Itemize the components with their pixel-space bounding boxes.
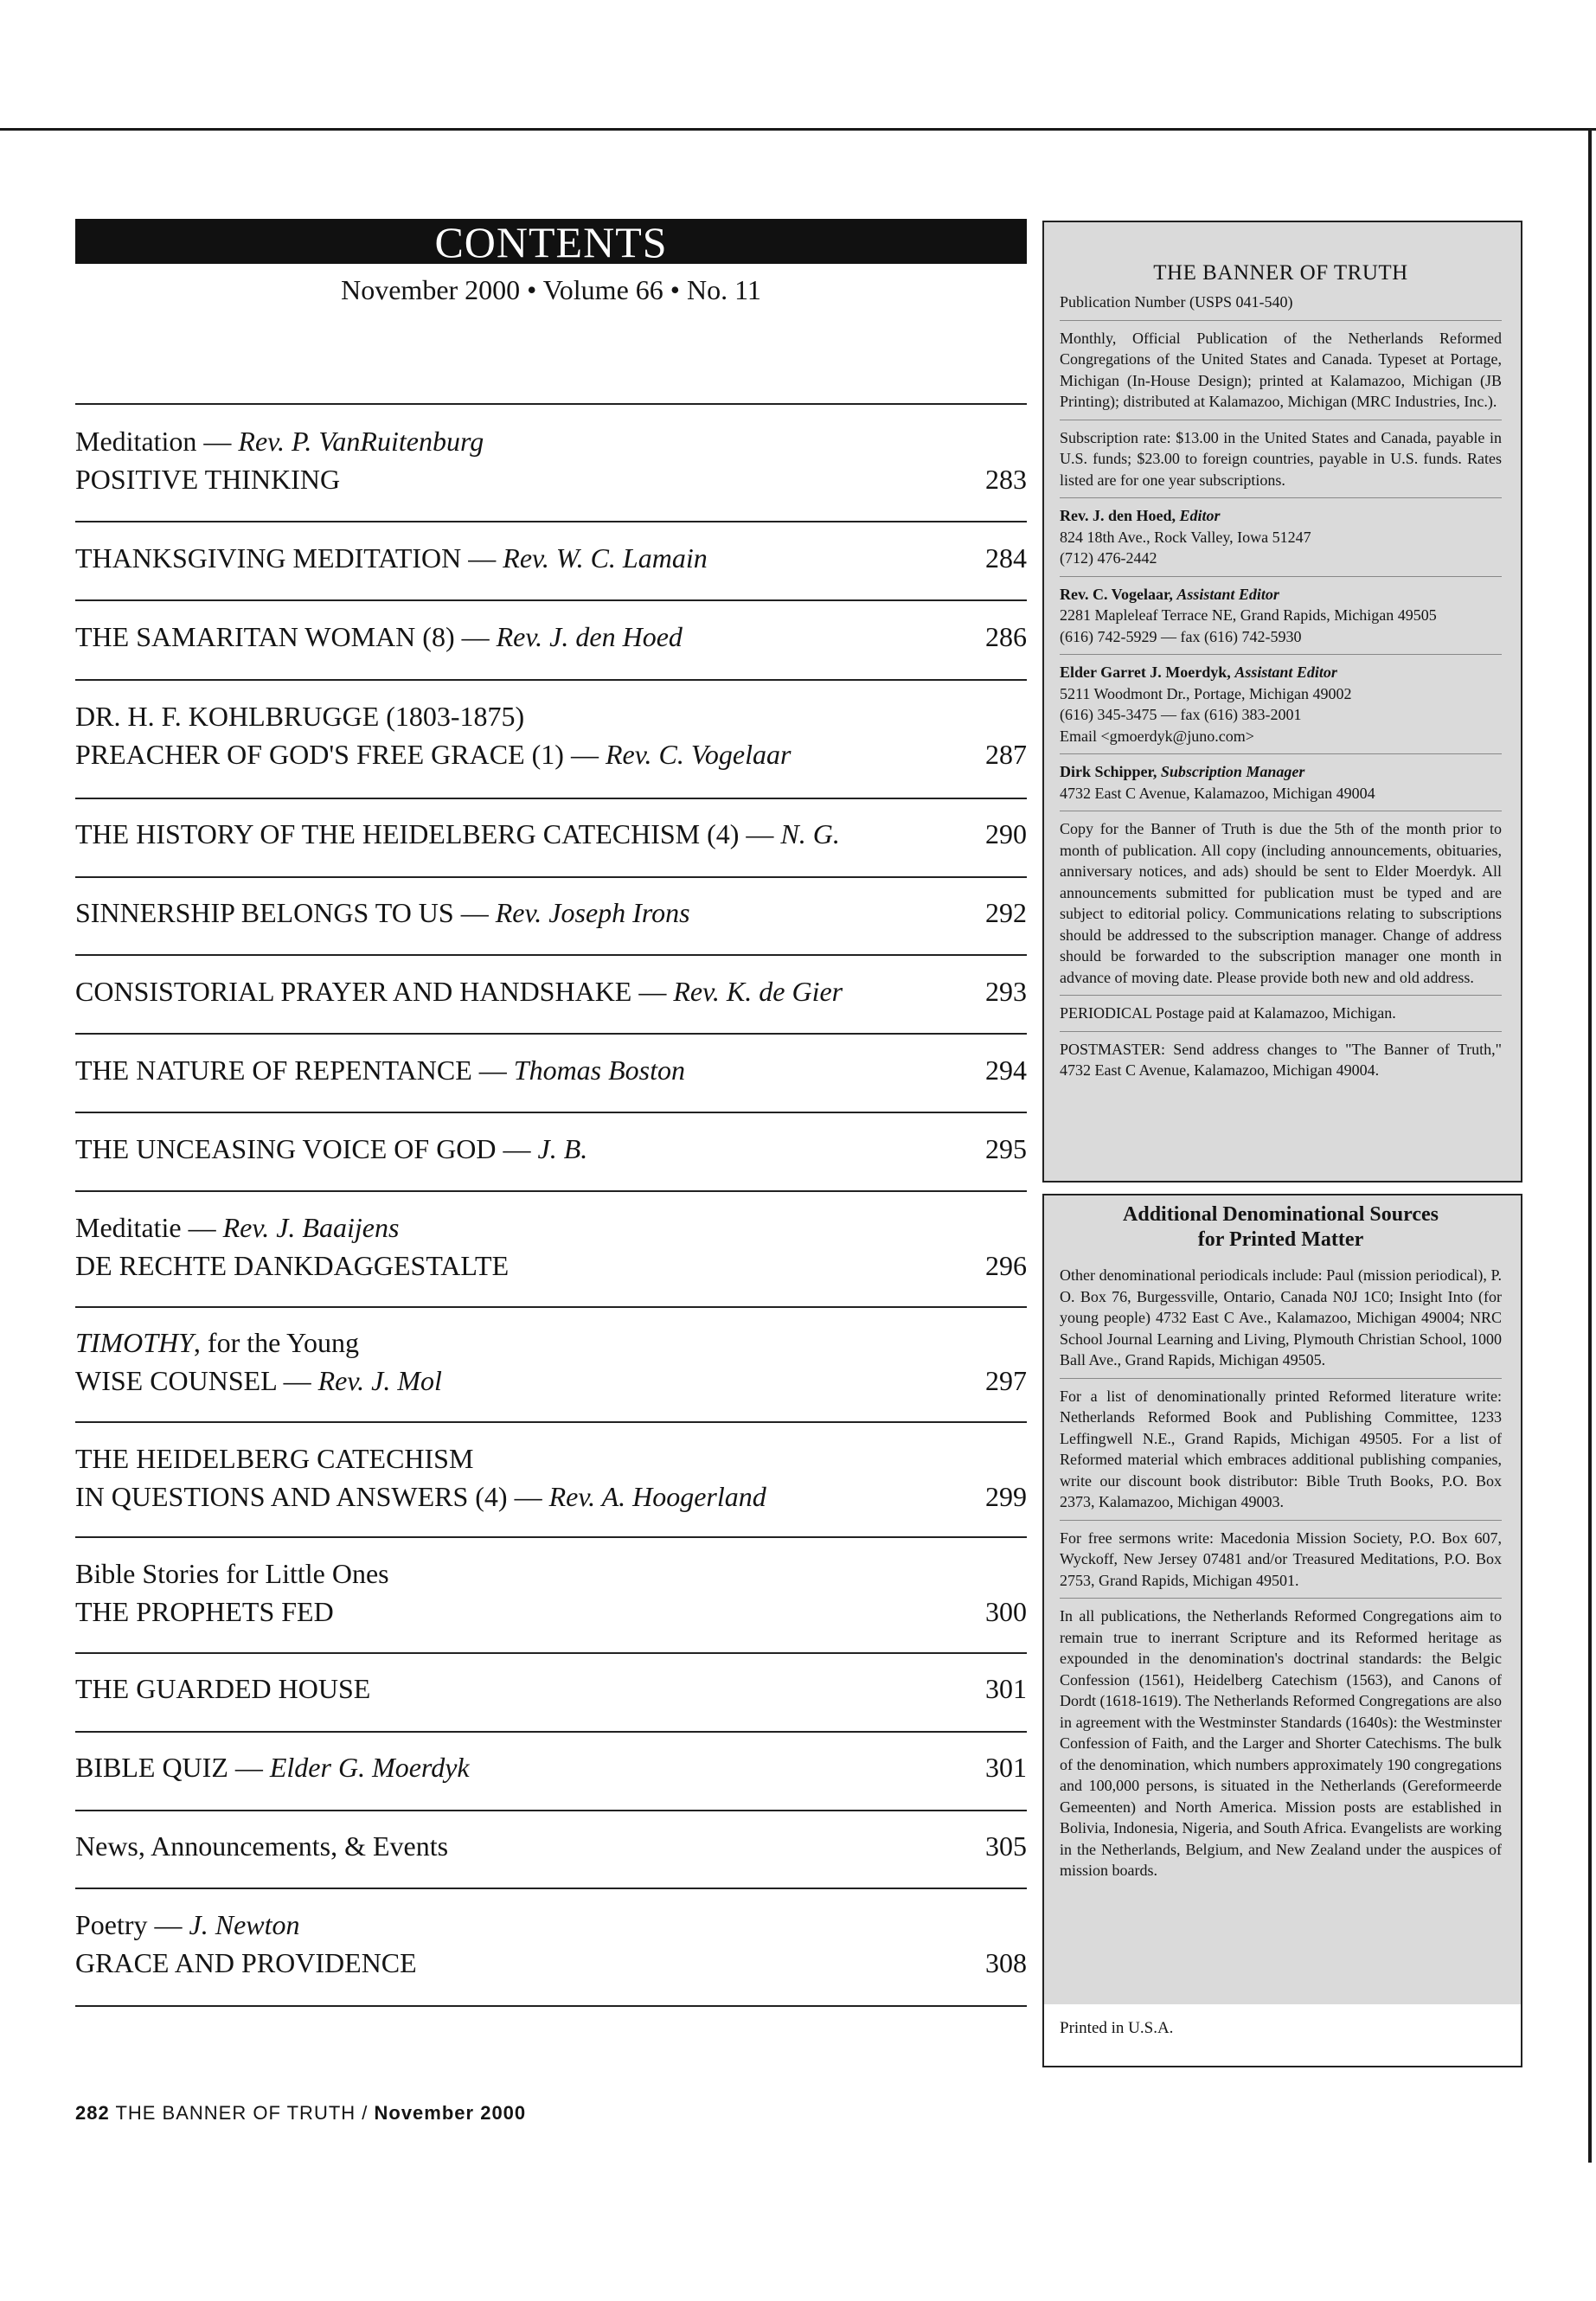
toc-kicker-author: Rev. P. VanRuitenburg [238,426,484,457]
toc-entry-samaritan[interactable] [75,618,1027,656]
toc-rule [75,798,1027,799]
toc-author: N. G. [780,818,840,849]
toc-page-number: 301 [985,1752,1027,1783]
toc-page-number: 287 [985,739,1027,770]
manager-address: 4732 East C Avenue, Kalamazoo, Michigan 49004 [1060,784,1375,802]
divider [1060,497,1502,498]
toc-entry-kohlbrugge[interactable] [75,697,1027,773]
editor-role: Editor [1179,507,1221,524]
toc-kicker: Meditation — [75,426,239,457]
toc-title: THE NATURE OF REPENTANCE — [75,1054,514,1086]
toc-page-number: 295 [985,1133,1027,1164]
toc-title: SINNERSHIP BELONGS TO US — [75,897,496,928]
toc-kicker-suffix: , for the Young [193,1327,360,1358]
postmaster-note: POSTMASTER: Send address changes to "The Banner of Truth," 4732 East C Avenue, Kalamazoo, Michigan 49004. [1060,1040,1502,1079]
periodical-note: PERIODICAL Postage paid at Kalamazoo, Michigan. [1060,1004,1396,1022]
toc-entry-prophets-fed[interactable] [75,1554,1027,1631]
divider [1060,1520,1502,1521]
manager-name: Dirk Schipper, [1060,763,1161,780]
toc-page-number: 296 [985,1250,1027,1281]
toc-title: CONSISTORIAL PRAYER AND HANDSHAKE — [75,976,674,1007]
toc-page-number: 294 [985,1054,1027,1086]
toc-title: News, Announcements, & Events [75,1830,449,1862]
toc-entry-heidelberg-qa[interactable] [75,1439,1027,1516]
toc-title: POSITIVE THINKING [75,464,341,495]
contents-banner: CONTENTS [75,219,1027,264]
divider [1060,1378,1502,1379]
editor-name: Rev. J. den Hoed, [1060,507,1180,524]
toc-page-number: 292 [985,897,1027,928]
toc-title: WISE COUNSEL — [75,1365,318,1396]
toc-rule [75,1810,1027,1811]
scan-edge-right [1588,130,1592,2163]
toc-author: Rev. J. Mol [317,1365,442,1396]
toc-entry-meditatie[interactable] [75,1208,1027,1285]
toc-entry-news[interactable] [75,1827,1027,1865]
toc-entry-meditation[interactable] [75,422,1027,498]
printed-in-usa: Printed in U.S.A. [1060,2019,1174,2037]
sources-periodicals: Other denominational periodicals include: Paul (mission periodical), P. O. Box 76, Burgessville, Ontario, Canada N0J 1C0; Insight Into (for young people) 4732 East C Ave., Kalamazoo, Michigan 49004; NRC School Journal Learning and Living, Plymouth Christian School, 1000 Ball Ave., Grand Rapids, Michigan 49505. [1060,1266,1502,1368]
divider [1060,995,1502,996]
toc-title: BIBLE QUIZ — [75,1752,270,1783]
toc-rule [75,403,1027,405]
elder-address: 5211 Woodmont Dr., Portage, Michigan 49002 [1060,684,1352,702]
masthead-box [1042,221,1522,1183]
assistant-editor-role: Assistant Editor [1176,585,1279,603]
sources-literature: For a list of denominationally printed Reformed literature write: Netherlands Reformed Book and Publishing Committee, 1233 Leffingwell N.E., Grand Rapids, Michigan 49505. For a list of Reformed material which embraces additional publishing companies, write our discount book distributor: Bible Truth Books, P.O. Box 2373, Kalamazoo, Michigan 49003. [1060,1387,1502,1510]
subscription-rate: Subscription rate: $13.00 in the United States and Canada, payable in U.S. funds; $23.00 to foreign countries, payable in U.S. funds. Rates listed are for one year subscriptions. [1060,428,1502,489]
divider [1060,576,1502,577]
toc-rule [75,521,1027,522]
toc-page-number: 293 [985,976,1027,1007]
editor-phone: (712) 476-2442 [1060,549,1157,567]
toc-author: Rev. A. Hoogerland [548,1481,766,1512]
toc-title: IN QUESTIONS AND ANSWERS (4) — [75,1481,549,1512]
toc-rule [75,1190,1027,1192]
toc-rule [75,679,1027,681]
toc-page-number: 301 [985,1673,1027,1704]
toc-rule [75,599,1027,601]
page-footer [75,2102,526,2125]
elder-role: Assistant Editor [1234,663,1337,681]
toc-entry-guarded-house[interactable] [75,1670,1027,1708]
toc-author: Rev. J. den Hoed [496,621,683,652]
toc-title: GRACE AND PROVIDENCE [75,1947,417,1978]
toc-page-number: 308 [985,1947,1027,1978]
toc-page-number: 300 [985,1596,1027,1627]
elder-phone: (616) 345-3475 — fax (616) 383-2001 [1060,706,1302,723]
toc-author: J. B. [537,1133,588,1164]
manager-block [1060,761,1502,804]
masthead-title: THE BANNER OF TRUTH [1153,261,1408,285]
elder-email[interactable]: Email <gmoerdyk@juno.com> [1060,727,1254,745]
contents-column [75,219,1027,307]
toc-rule [75,876,1027,878]
toc-title: THE SAMARITAN WOMAN (8) — [75,621,497,652]
assistant-editor-block [1060,584,1502,648]
toc-entry-repentance[interactable] [75,1051,1027,1089]
toc-rule [75,1112,1027,1113]
footer-month: November 2000 [374,2102,527,2124]
toc-rule [75,1033,1027,1035]
toc-page-number: 290 [985,818,1027,849]
divider [1060,654,1502,655]
toc-page-number: 299 [985,1481,1027,1512]
masthead-description: Monthly, Official Publication of the Netherlands Reformed Congregations of the United States and Canada. Typeset at Portage, Michigan (In-House Design); printed at Kalamazoo, Michigan (JB Printing); distributed at Kalamazoo, Michigan (MRC Industries, Inc.). [1060,329,1502,410]
toc-title: PREACHER OF GOD'S FREE GRACE (1) — [75,739,606,770]
toc-page-number: 305 [985,1830,1027,1862]
manager-role: Subscription Manager [1160,763,1305,780]
toc-author: Rev. C. Vogelaar [605,739,792,770]
toc-rule [75,2005,1027,2007]
copy-note: Copy for the Banner of Truth is due the 5th of the month prior to month of publication. All copy (including announcements, obituaries, anniversary notices, and ads) should be sent to Elder Moerdyk. All announcements submitted for publication must be typed and are subject to editorial policy. Communications relating to subscriptions should be addressed to the subscription manager. Change of address should be forwarded to the subscription manager one month in advance of moving date. Please provide both new and old address. [1060,820,1502,986]
editor-block [1060,505,1502,569]
toc-kicker: DR. H. F. KOHLBRUGGE (1803-1875) [75,701,525,732]
sources-statement: In all publications, the Netherlands Reformed Congregations aim to remain true to inerrant Scripture and its Reformed heritage as expounded in the denomination's doctrinal standards: the Belgic Confession (1561), Heidelberg Catechism (1563), and Canons of Dordt (1618-1619). The Netherlands Reformed Congregations are also in agreement with the Westminster Standards (1640s): the Westminster Confession of Faith, and the Larger and Shorter Catechisms. The bulk of the denomination, which numbers approximately 190 congregations and 100,000 persons, is situated in the Netherlands (Gereformeerde Gemeenten) and North America. Mission posts are established in Bolivia, Indonesia, Nigeria, and South Africa. Evangelists are working in the Netherlands, Belgium, and New Zealand under the auspices of mission boards. [1060,1607,1502,1879]
assistant-editor-name: Rev. C. Vogelaar, [1060,585,1177,603]
divider [1060,753,1502,754]
toc-title: THE HISTORY OF THE HEIDELBERG CATECHISM (4) — [75,818,781,849]
toc-kicker-author: J. Newton [189,1909,300,1940]
toc-rule [75,954,1027,956]
elder-name: Elder Garret J. Moerdyk, [1060,663,1235,681]
toc-kicker: Meditatie — [75,1212,223,1243]
toc-rule [75,1731,1027,1733]
toc-title: THANKSGIVING MEDITATION — [75,542,503,574]
toc-author: Rev. W. C. Lamain [503,542,708,574]
toc-entry-thanksgiving[interactable] [75,539,1027,577]
toc-title: THE PROPHETS FED [75,1596,334,1627]
publication-number: Publication Number (USPS 041-540) [1060,293,1293,311]
toc-author: Elder G. Moerdyk [269,1752,470,1783]
toc-rule [75,1536,1027,1538]
sources-sermons: For free sermons write: Macedonia Mission Society, P.O. Box 607, Wyckoff, New Jersey 07481 and/or Treasured Meditations, P.O. Box 2753, Grand Rapids, Michigan 49501. [1060,1529,1502,1589]
assistant-editor-phone: (616) 742-5929 — fax (616) 742-5930 [1060,627,1302,645]
scan-edge-top [0,128,1596,131]
toc-title: THE GUARDED HOUSE [75,1673,371,1704]
toc-kicker: THE HEIDELBERG CATECHISM [75,1443,474,1474]
toc-author: Thomas Boston [513,1054,686,1086]
toc-rule [75,1421,1027,1423]
assistant-editor-address: 2281 Mapleleaf Terrace NE, Grand Rapids, Michigan 49505 [1060,606,1437,624]
toc-rule [75,1652,1027,1654]
toc-kicker-author: Rev. J. Baaijens [222,1212,400,1243]
toc-entry-bible-quiz[interactable] [75,1748,1027,1786]
toc-entry-heidelberg-history[interactable] [75,815,1027,853]
toc-kicker: Bible Stories for Little Ones [75,1558,389,1589]
sources-title-line2: for Printed Matter [1197,1228,1364,1251]
divider [1060,1031,1502,1032]
footer-publication: THE BANNER OF TRUTH / [115,2102,375,2124]
toc-entry-consistorial-prayer[interactable] [75,972,1027,1010]
toc-author: Rev. Joseph Irons [495,897,690,928]
toc-title: THE UNCEASING VOICE OF GOD — [75,1133,538,1164]
toc-rule [75,1306,1027,1308]
toc-page-number: 283 [985,464,1027,495]
toc-page-number: 284 [985,542,1027,574]
toc-kicker: TIMOTHY [75,1327,194,1358]
toc-entry-unceasing-voice[interactable] [75,1130,1027,1168]
toc-page-number: 297 [985,1365,1027,1396]
divider [1060,320,1502,321]
elder-block [1060,662,1502,747]
footer-page-number: 282 [75,2102,110,2124]
toc-entry-timothy[interactable] [75,1324,1027,1400]
toc-author: Rev. K. de Gier [673,976,843,1007]
sources-box [1042,1194,1522,2067]
issue-line: November 2000 • Volume 66 • No. 11 [341,274,761,305]
toc-entry-poetry[interactable] [75,1906,1027,1982]
toc-rule [75,1888,1027,1889]
sources-title-line1: Additional Denominational Sources [1123,1203,1439,1226]
editor-address: 824 18th Ave., Rock Valley, Iowa 51247 [1060,528,1311,546]
toc-kicker: Poetry — [75,1909,189,1940]
toc-entry-sinnership[interactable] [75,894,1027,932]
toc-page-number: 286 [985,621,1027,652]
toc-title: DE RECHTE DANKDAGGESTALTE [75,1250,510,1281]
divider [1060,1598,1502,1599]
sources-title [1060,1202,1502,1253]
